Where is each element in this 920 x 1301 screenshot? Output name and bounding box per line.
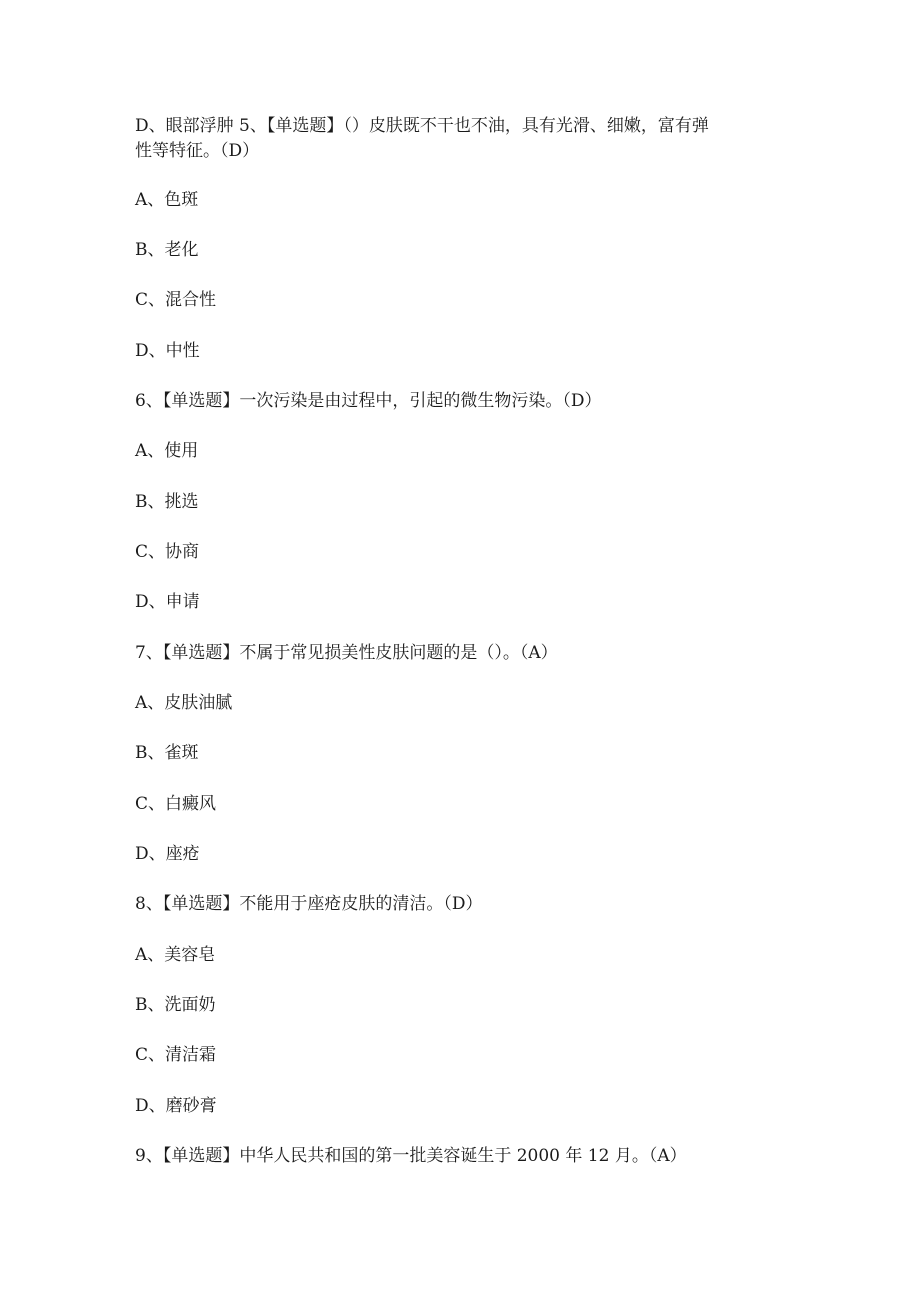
question-5-line-1: D、眼部浮肿 5、【单选题】（）皮肤既不干也不油，具有光滑、细嫩，富有弹 [135, 116, 709, 136]
question-5-option-b: B、老化 [135, 240, 199, 260]
question-8-option-c: C、清洁霜 [135, 1045, 217, 1065]
question-5-option-a: A、色斑 [135, 190, 199, 210]
question-5-stem [135, 114, 785, 164]
question-6-option-d: D、申请 [135, 592, 200, 612]
question-7-option-b: B、雀斑 [135, 743, 199, 763]
question-7-stem: 7、【单选题】不属于常见损美性皮肤问题的是（）。（A） [135, 643, 558, 663]
question-5-option-c: C、混合性 [135, 290, 217, 310]
question-8-stem: 8、【单选题】不能用于座疮皮肤的清洁。（D） [135, 894, 483, 914]
question-6-stem: 6、【单选题】一次污染是由过程中，引起的微生物污染。（D） [135, 391, 602, 411]
question-8-option-d: D、磨砂膏 [135, 1096, 217, 1116]
question-6-option-a: A、使用 [135, 441, 199, 461]
question-7-option-c: C、白癜风 [135, 794, 217, 814]
question-8-option-b: B、洗面奶 [135, 995, 216, 1015]
question-7-option-d: D、座疮 [135, 844, 200, 864]
question-5-line-2: 性等特征。（D） [135, 141, 260, 161]
question-8-option-a: A、美容皂 [135, 945, 216, 965]
question-7-option-a: A、皮肤油腻 [135, 693, 233, 713]
question-6-option-b: B、挑选 [135, 492, 199, 512]
question-9-stem: 9、【单选题】中华人民共和国的第一批美容诞生于 2000 年 12 月。（A） [135, 1146, 687, 1166]
question-6-option-c: C、协商 [135, 542, 200, 562]
question-5-option-d: D、中性 [135, 341, 200, 361]
